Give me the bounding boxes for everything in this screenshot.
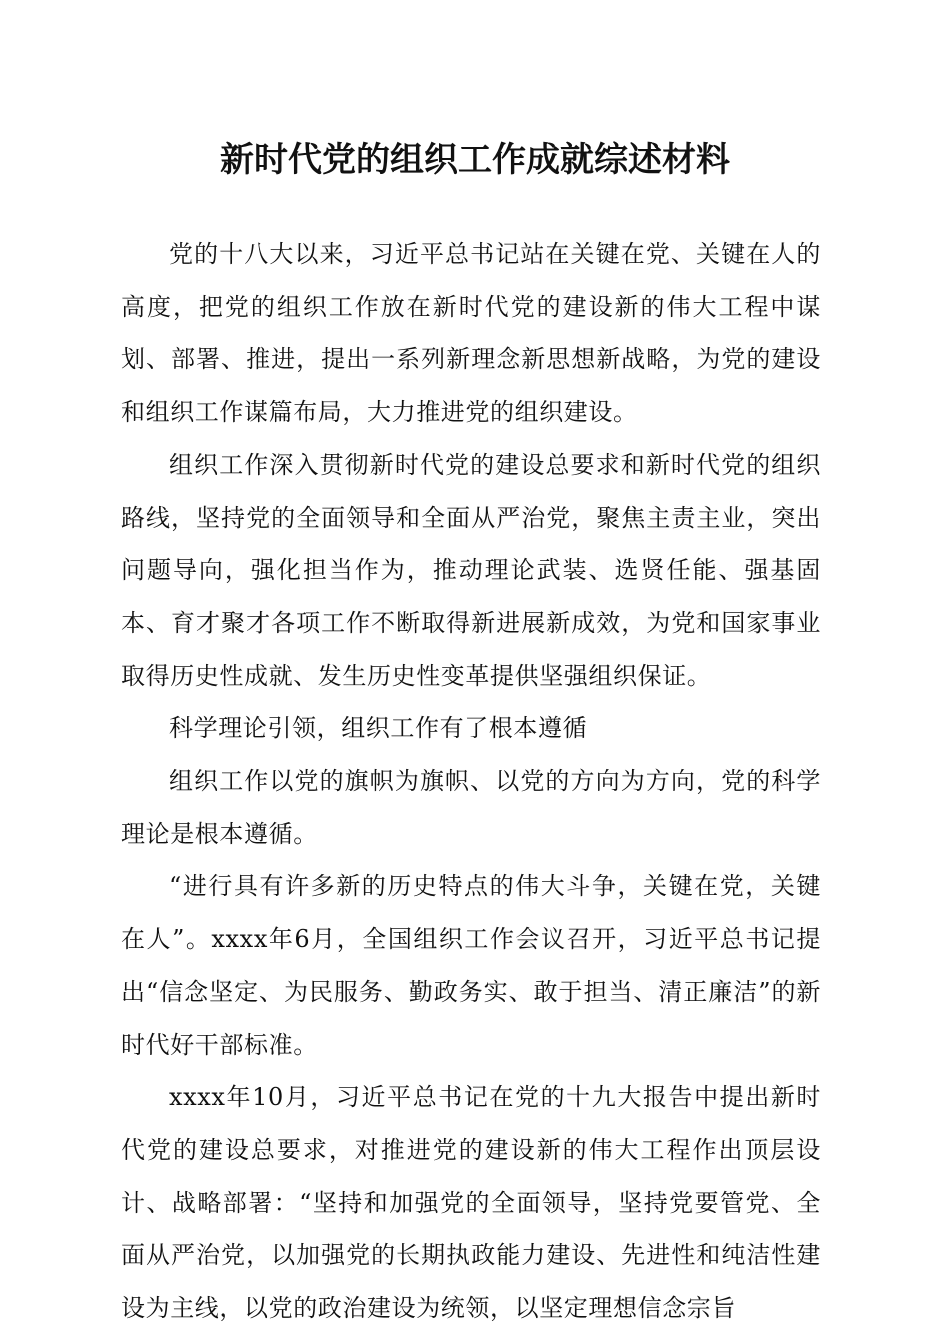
paragraph: “进行具有许多新的历史特点的伟大斗争，关键在党，关键在人”。xxxx年6月，全国组织工作会议召开，习近平总书记提出“信念坚定、为民服务、勤政务实、敢于担当、清正廉洁”的新时代好干部标准。 — [121, 872, 821, 1059]
paragraph: 组织工作以党的旗帜为旗帜、以党的方向为方向，党的科学理论是根本遵循。 — [121, 767, 821, 848]
paragraph: xxxx年10月，习近平总书记在党的十九大报告中提出新时代党的建设总要求，对推进党的建设新的伟大工程作出顶层设计、战略部署：“坚持和加强党的全面领导，坚持党要管党、全面从严治党，以加强党的长期执政能力建设、先进性和纯洁性建设为主线，以党的政治建设为统领，以坚定理想信念宗旨 — [121, 1083, 821, 1323]
document-body — [121, 228, 821, 1335]
section-heading: 科学理论引领，组织工作有了根本遵循 — [169, 714, 588, 743]
document-title: 新时代党的组织工作成就综述材料 — [220, 140, 730, 180]
paragraph: 组织工作深入贯彻新时代党的建设总要求和新时代党的组织路线，坚持党的全面领导和全面从严治党，聚焦主责主业，突出问题导向，强化担当作为，推动理论武装、选贤任能、强基固本、育才聚才各项工作不断取得新进展新成效，为党和国家事业取得历史性成就、发生历史性变革提供坚强组织保证。 — [121, 450, 821, 690]
paragraph: 党的十八大以来，习近平总书记站在关键在党、关键在人的高度，把党的组织工作放在新时代党的建设新的伟大工程中谋划、部署、推进，提出一系列新理念新思想新战略，为党的建设和组织工作谋篇布局，大力推进党的组织建设。 — [121, 240, 821, 427]
